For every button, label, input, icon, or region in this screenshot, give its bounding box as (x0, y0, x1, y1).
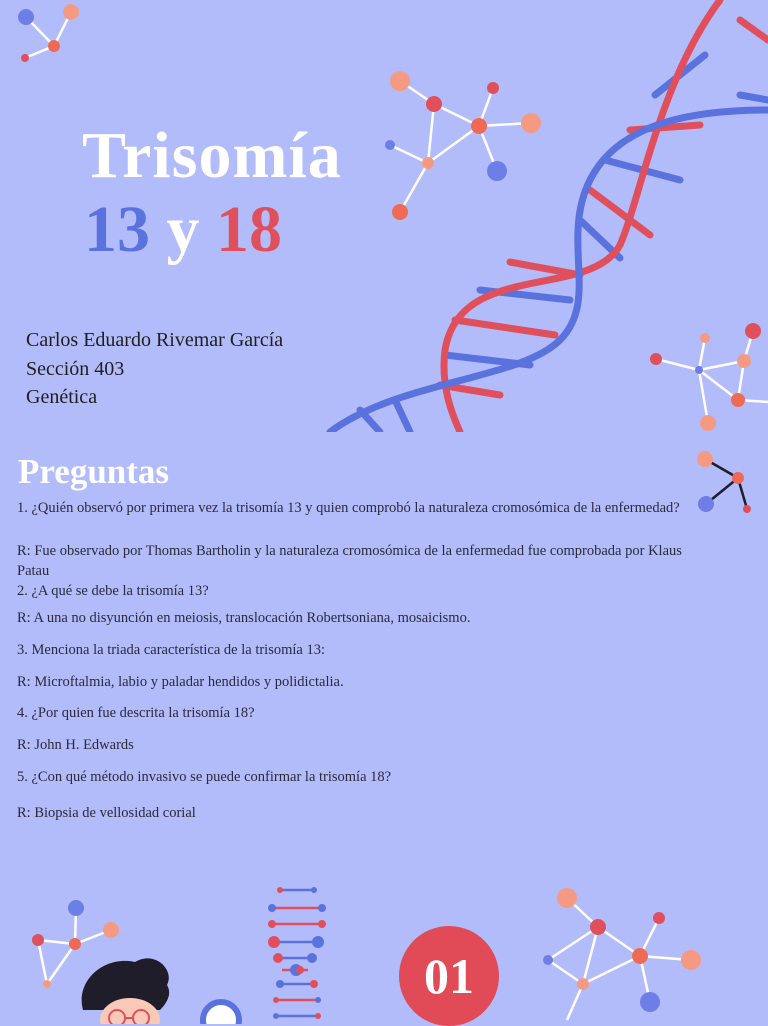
answer-5: R: Biopsia de vellosidad corial (17, 805, 196, 821)
question-5: 5. ¿Con qué método invasivo se puede confirmar la trisomía 18? (17, 769, 392, 785)
question-2: 2. ¿A qué se debe la trisomía 13? (17, 583, 209, 599)
author-name: Carlos Eduardo Rivemar García (26, 329, 284, 351)
dna-ladder-icon (262, 880, 332, 1024)
author-info (26, 326, 283, 412)
questions-heading: Preguntas (18, 452, 170, 491)
scientist-illustration (75, 950, 255, 1024)
question-1: 1. ¿Quién observó por primera vez la trisomía 13 y quien comprobó la naturaleza cromosómica de la enfermedad? (17, 500, 680, 516)
question-4: 4. ¿Por quien fue descrita la trisomía 18? (17, 705, 255, 721)
page-title: Trisomía (82, 119, 342, 192)
molecule-icon-bottom-right (535, 880, 710, 1024)
answer-1: R: Fue observado por Thomas Bartholin y la naturaleza cromosómica de la enfermedad fue comprobada por Klaus Patau (17, 543, 682, 579)
molecule-icon-small (690, 445, 760, 520)
author-subject: Genética (26, 386, 98, 408)
title-connector: y (166, 193, 200, 266)
answer-4: R: John H. Edwards (17, 737, 134, 753)
author-section: Sección 403 (26, 357, 125, 380)
title-number-13: 13 (84, 193, 150, 266)
molecule-icon-right (640, 320, 768, 435)
page-subtitle (84, 192, 282, 268)
question-3: 3. Menciona la triada característica de la trisomía 13: (17, 642, 325, 658)
answer-3: R: Microftalmia, labio y paladar hendidos y polidictalia. (17, 674, 344, 690)
page-number-badge: 01 (399, 926, 499, 1026)
title-number-18: 18 (216, 193, 282, 266)
answer-2: R: A una no disyunción en meiosis, translocación Robertsoniana, mosaicismo. (17, 610, 471, 626)
